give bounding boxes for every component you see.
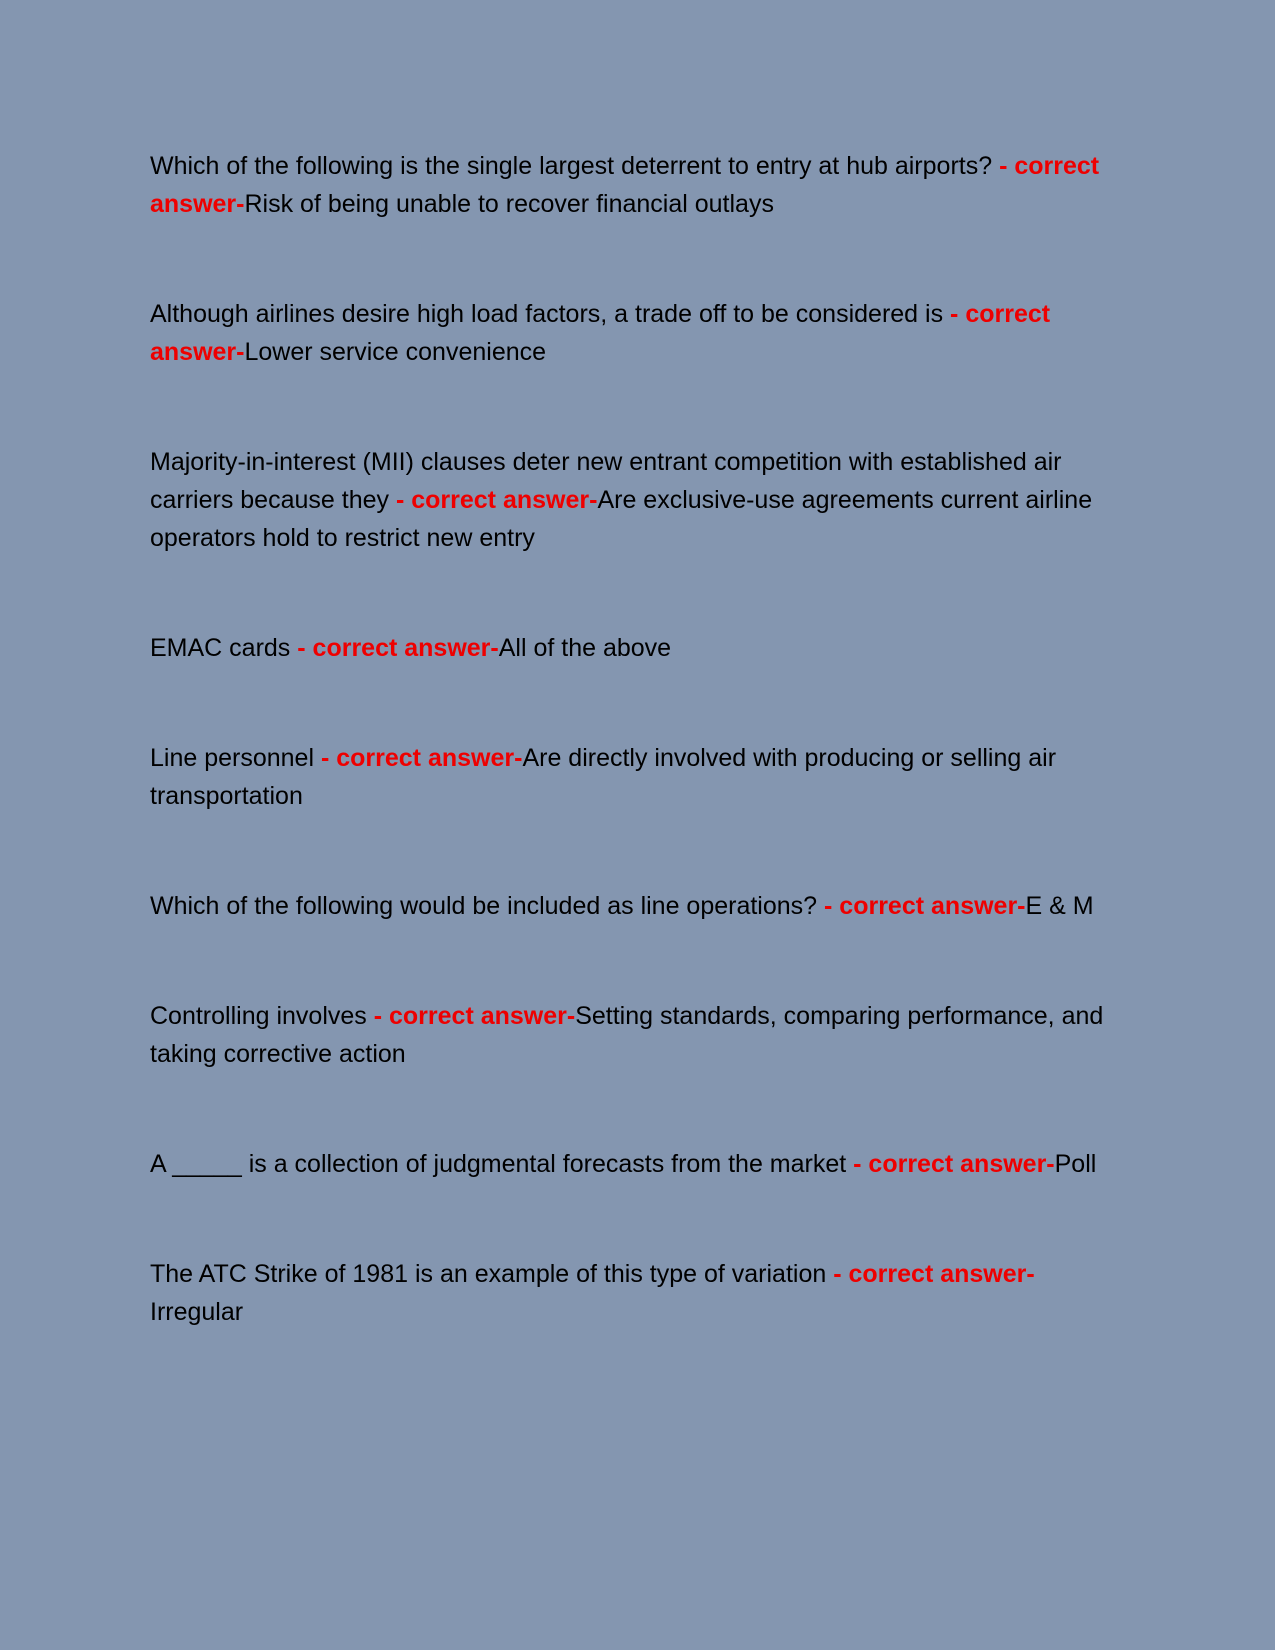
qa-item	[150, 629, 1125, 667]
question-text: Majority-in-interest (MII) clauses deter new entrant competition with established air carriers because they	[150, 448, 1062, 514]
correct-answer-marker: - correct answer-	[853, 1150, 1055, 1178]
qa-item	[150, 443, 1125, 557]
answer-text: Poll	[1054, 1150, 1097, 1178]
answer-text: Risk of being unable to recover financial outlays	[244, 190, 774, 218]
qa-item	[150, 997, 1125, 1073]
correct-answer-marker: - correct answer-	[833, 1260, 1035, 1288]
answer-text: All of the above	[498, 634, 672, 662]
qa-item	[150, 887, 1125, 925]
qa-list	[150, 147, 1125, 1403]
correct-answer-marker: - correct answer-	[395, 486, 598, 514]
answer-text: Irregular	[150, 1298, 244, 1326]
qa-item	[150, 1255, 1125, 1331]
question-text: Although airlines desire high load factors, a trade off to be considered is	[150, 300, 944, 328]
answer-text: Lower service convenience	[244, 338, 547, 366]
question-text: The ATC Strike of 1981 is an example of this type of variation	[150, 1260, 827, 1288]
answer-text: Setting standards, comparing performance, and taking corrective action	[150, 1002, 1104, 1068]
correct-answer-marker: - correct answer-	[320, 744, 523, 772]
answer-text: Are directly involved with producing or selling air transportation	[150, 744, 1057, 810]
correct-answer-marker: - correct answer-	[297, 634, 499, 662]
answer-text: Are exclusive-use agreements current airline operators hold to restrict new entry	[150, 486, 1093, 552]
correct-answer-marker: - correct answer-	[150, 300, 1051, 366]
qa-item	[150, 147, 1125, 223]
answer-text: E & M	[1025, 892, 1094, 920]
qa-item	[150, 739, 1125, 815]
correct-answer-marker: - correct answer-	[150, 152, 1100, 218]
correct-answer-marker: - correct answer-	[373, 1002, 576, 1030]
question-text: Which of the following is the single largest deterrent to entry at hub airports?	[150, 152, 993, 180]
question-text: Which of the following would be included as line operations?	[150, 892, 818, 920]
question-text: Controlling involves	[150, 1002, 367, 1030]
question-text: A _____ is a collection of judgmental forecasts from the market	[150, 1150, 847, 1178]
question-text: Line personnel	[150, 744, 315, 772]
qa-item	[150, 1145, 1125, 1183]
qa-item	[150, 295, 1125, 371]
question-text: EMAC cards	[150, 634, 291, 662]
correct-answer-marker: - correct answer-	[824, 892, 1026, 920]
